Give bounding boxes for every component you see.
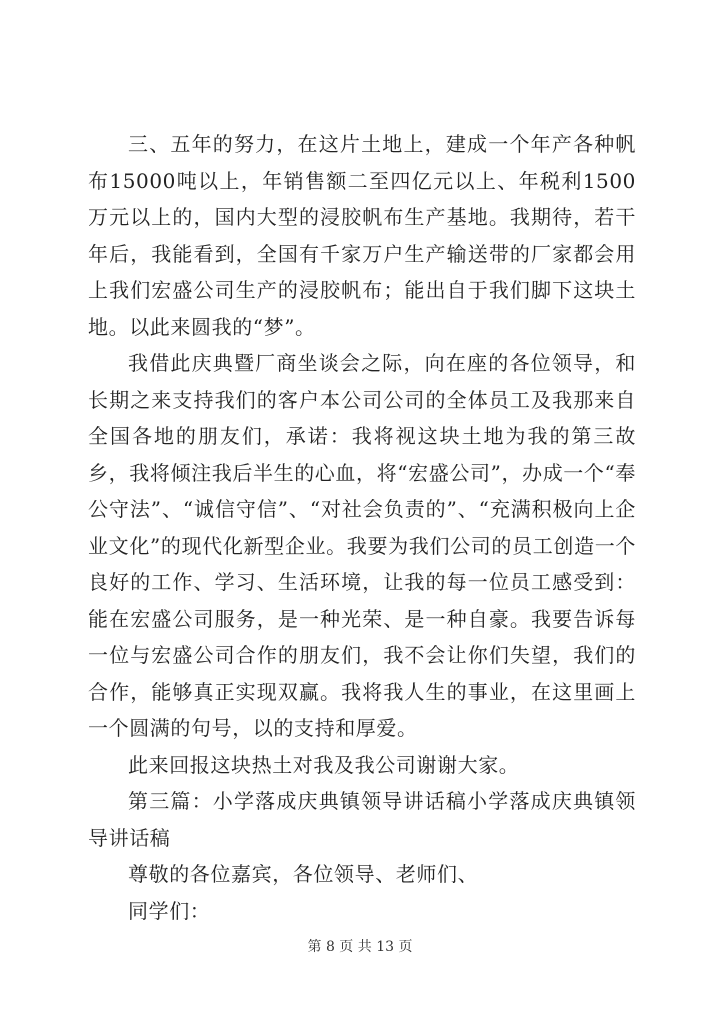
section-heading-third: 第三篇：小学落成庆典镇领导讲话稿小学落成庆典镇领导讲话稿 bbox=[88, 789, 636, 850]
page-number-footer: 第 8 页 共 13 页 bbox=[307, 939, 413, 955]
body-text bbox=[88, 126, 636, 929]
paragraph-students: 同学们： bbox=[128, 898, 211, 923]
paragraph-thanks: 此来回报这块热土对我及我公司谢谢大家。 bbox=[128, 752, 520, 777]
paragraph-plan-goal: 三、五年的努力，在这片土地上，建成一个年产各种帆布15000吨以上，年销售额二至四亿元以上、年税利1500万元以上的，国内大型的浸胶帆布生产基地。我期待，若干年后，我能看到，全国有千家万户生产输送带的厂家都会用上我们宏盛公司生产的浸胶帆布；能出自于我们脚下这块土地。以此来圆我的“梦”。 bbox=[88, 132, 636, 339]
paragraph-salutation: 尊敬的各位嘉宾，各位领导、老师们、 bbox=[128, 862, 479, 886]
paragraph-commitment: 我借此庆典暨厂商坐谈会之际，向在座的各位领导，和长期之来支持我们的客户本公司公司的全体员工及我那来自全国各地的朋友们，承诺：我将视这块土地为我的第三故乡，我将倾注我后半生的心血，将“宏盛公司”，办成一个“奉公守法”、“诚信守信”、“对社会负责的”、“充满积极向上企业文化”的现代化新型企业。我要为我们公司的员工创造一个良好的工作、学习、生活环境，让我的每一位员工感受到：能在宏盛公司服务，是一种光荣、是一种自豪。我要告诉每一位与宏盛公司合作的朋友们，我不会让你们失望，我们的合作，能够真正实现双赢。我将我人生的事业，在这里画上一个圆满的句号，以的支持和厚爱。 bbox=[88, 351, 636, 740]
